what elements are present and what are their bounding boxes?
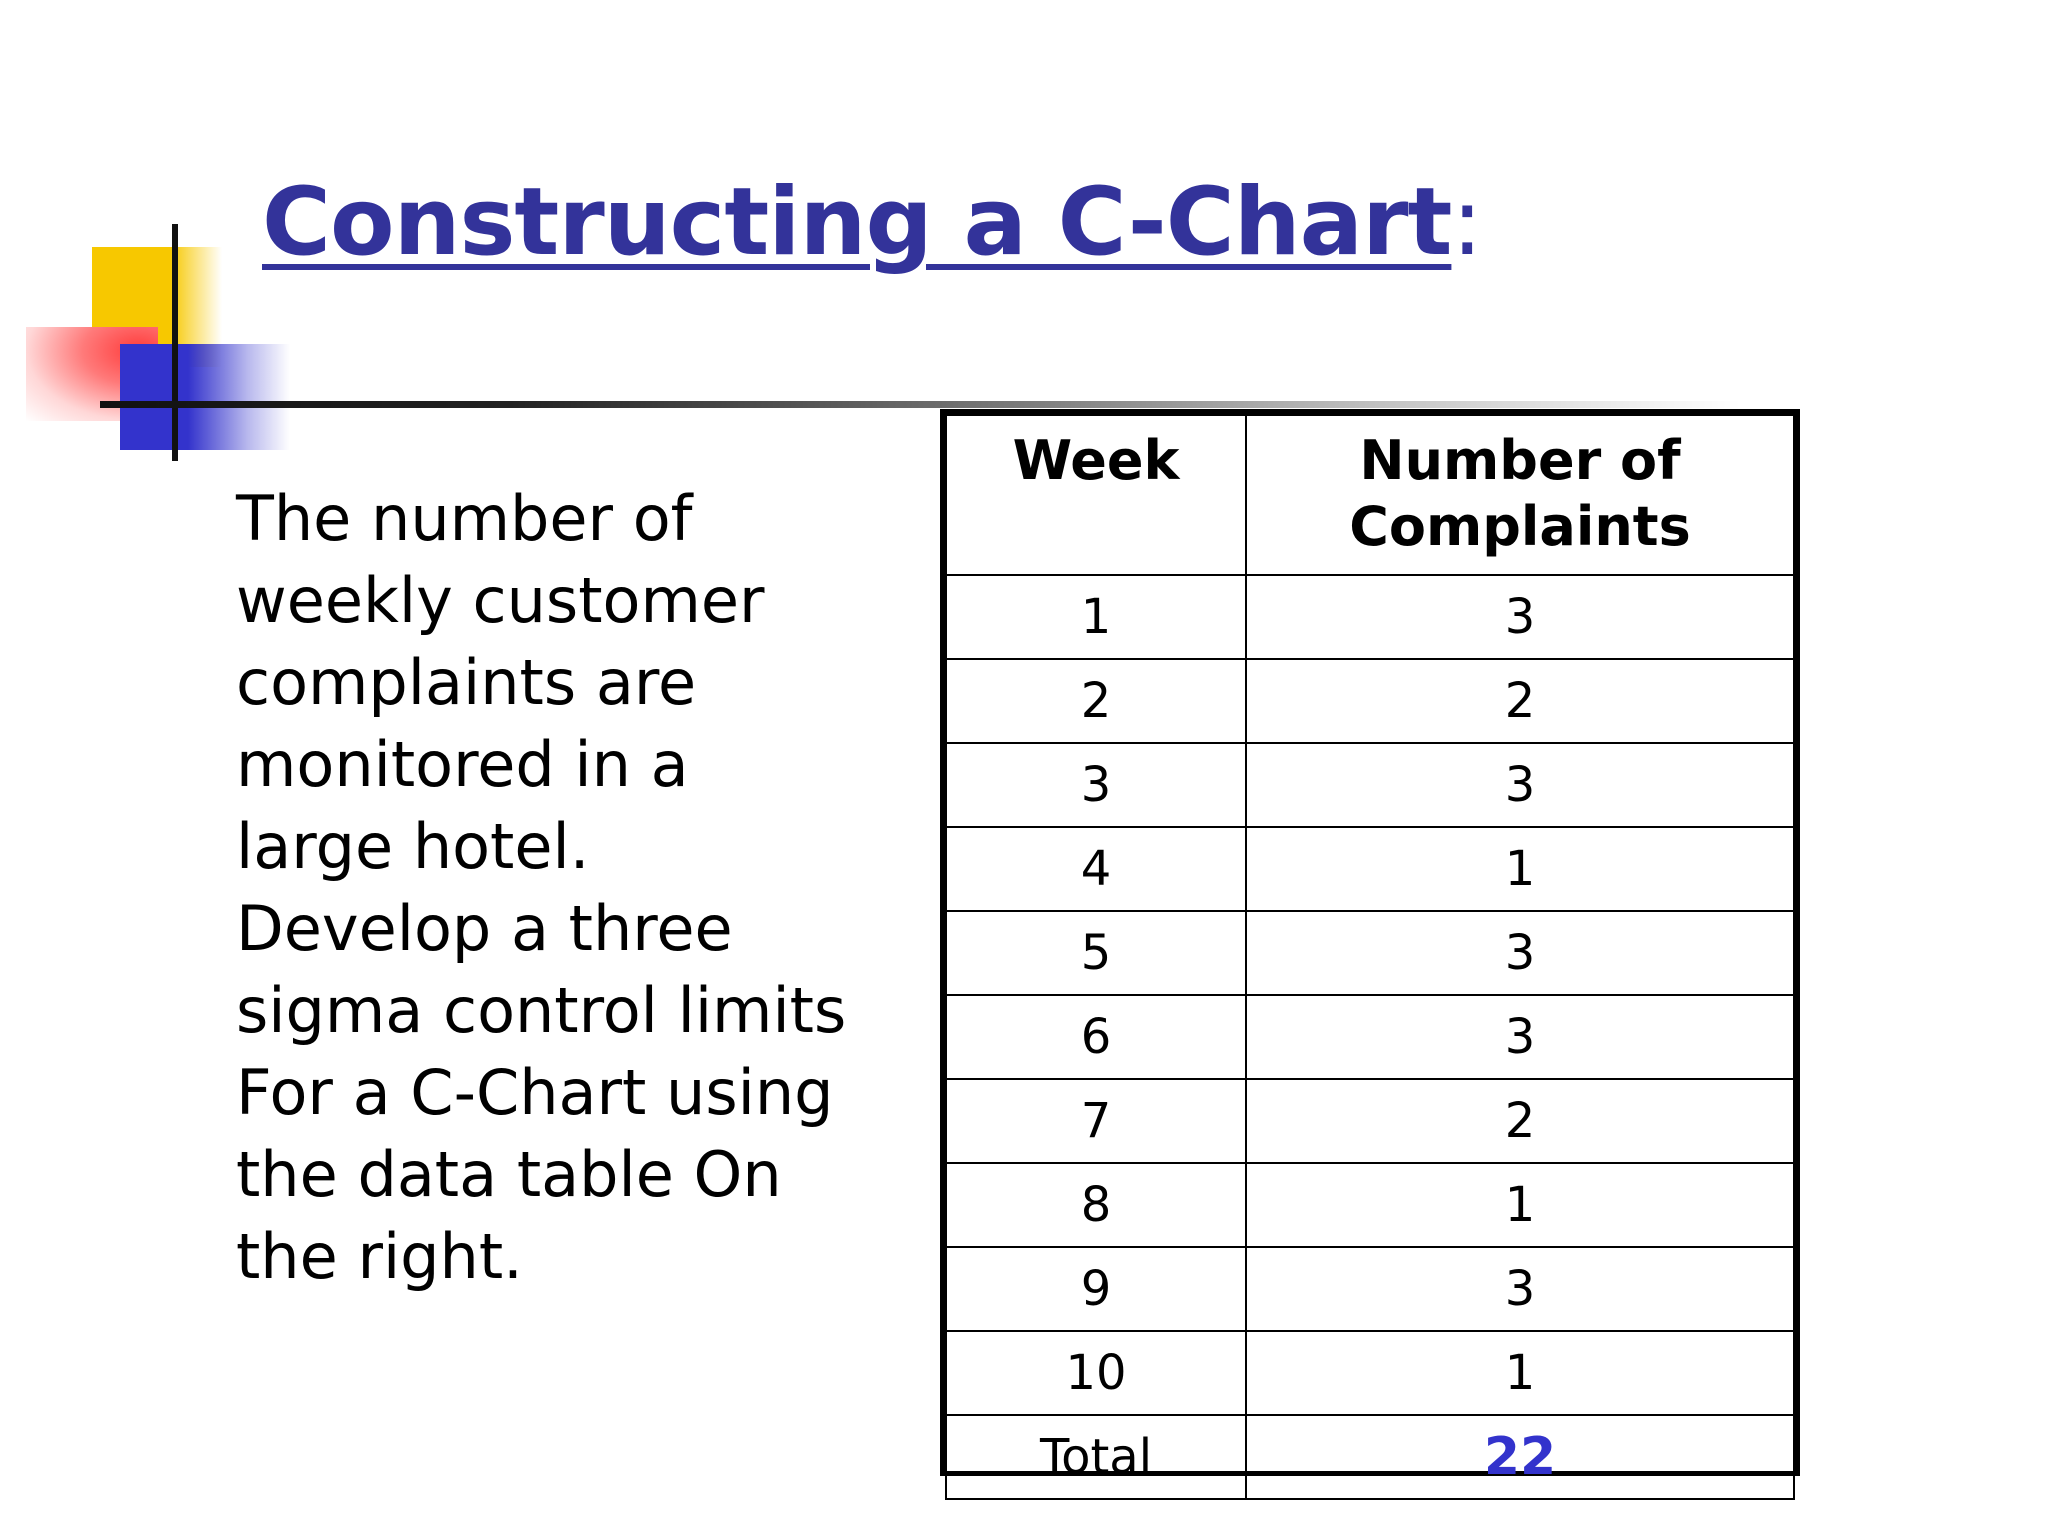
table-row [946, 827, 1794, 911]
complaints-cell: 1 [1246, 827, 1794, 911]
complaints-cell: 2 [1246, 1079, 1794, 1163]
week-cell: 6 [946, 995, 1246, 1079]
slide-title-text: Constructing a C-Chart [262, 168, 1452, 277]
slide-title-colon: : [1451, 168, 1483, 277]
problem-description: The number of weekly customer complaints are monitored in a large hotel. Develop a three sigma control limits For a C-Chart using the data table On the right. [236, 482, 847, 1293]
decorative-blue-square [120, 344, 290, 450]
complaints-cell: 1 [1246, 1331, 1794, 1415]
week-cell: 8 [946, 1163, 1246, 1247]
table-row [946, 1163, 1794, 1247]
table-row [946, 995, 1794, 1079]
week-cell: 3 [946, 743, 1246, 827]
total-label: Total [946, 1415, 1246, 1499]
complaints-cell: 1 [1246, 1163, 1794, 1247]
table-row [946, 1247, 1794, 1331]
complaints-cell: 2 [1246, 659, 1794, 743]
table-header-row [946, 415, 1794, 575]
table-row [946, 1079, 1794, 1163]
week-cell: 2 [946, 659, 1246, 743]
decorative-vertical-line [172, 224, 178, 461]
table-row [946, 659, 1794, 743]
complaints-cell: 3 [1246, 911, 1794, 995]
slide-title [262, 168, 1482, 277]
week-cell: 5 [946, 911, 1246, 995]
complaints-cell: 3 [1246, 995, 1794, 1079]
title-divider-line [100, 401, 1740, 408]
table-row [946, 743, 1794, 827]
week-cell: 9 [946, 1247, 1246, 1331]
week-cell: 10 [946, 1331, 1246, 1415]
complaints-table [945, 414, 1795, 1500]
complaints-cell: 3 [1246, 1247, 1794, 1331]
header-week: Week [946, 415, 1246, 575]
complaints-cell: 3 [1246, 575, 1794, 659]
table-total-row [946, 1415, 1794, 1499]
complaints-cell: 3 [1246, 743, 1794, 827]
table-row [946, 575, 1794, 659]
header-number-of-complaints: Number of Complaints [1246, 415, 1794, 575]
table-row [946, 1331, 1794, 1415]
week-cell: 1 [946, 575, 1246, 659]
total-value: 22 [1246, 1415, 1794, 1499]
table-row [946, 911, 1794, 995]
complaints-table-container [940, 409, 1800, 1487]
week-cell: 7 [946, 1079, 1246, 1163]
week-cell: 4 [946, 827, 1246, 911]
